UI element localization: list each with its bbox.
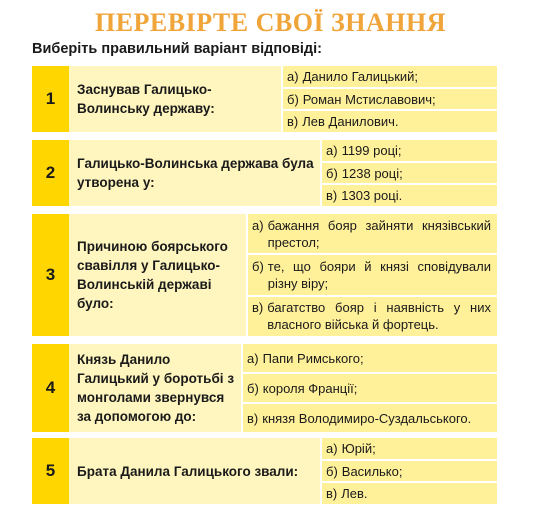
answer-text: багатство бояр і наявність у них власного війська й фортець. bbox=[267, 300, 491, 333]
answer-options bbox=[241, 344, 497, 432]
answer-letter: б) bbox=[287, 91, 299, 107]
answer-options bbox=[320, 140, 497, 206]
answer-text: те, що бояри й князі сповідували різну віру; bbox=[267, 258, 491, 291]
answer-letter: а) bbox=[247, 350, 259, 366]
answer-option-c[interactable] bbox=[322, 183, 497, 206]
answer-text: Василько; bbox=[341, 463, 403, 479]
answer-option-b[interactable] bbox=[248, 253, 497, 294]
answer-option-b[interactable] bbox=[322, 161, 497, 184]
answer-text: Лев Данилович. bbox=[302, 114, 399, 130]
answer-text: 1199 році; bbox=[341, 142, 402, 158]
answer-option-a[interactable] bbox=[283, 66, 497, 87]
answer-letter: в) bbox=[326, 188, 338, 204]
question-text: Князь Данило Галицький у боротьбі з монголами звернувся за допомогою до: bbox=[77, 352, 235, 424]
question-5 bbox=[32, 438, 497, 504]
answer-option-c[interactable] bbox=[243, 402, 497, 432]
answer-letter: б) bbox=[252, 258, 264, 274]
question-number: 1 bbox=[32, 66, 69, 132]
answer-letter: а) bbox=[326, 142, 338, 158]
answer-option-a[interactable] bbox=[322, 140, 497, 161]
answer-option-c[interactable] bbox=[283, 109, 497, 132]
question-text: Причиною боярського свавілля у Галицько-Волинській державі було: bbox=[77, 239, 228, 311]
answer-options bbox=[246, 214, 497, 336]
question-text: Галицько-Волинська держава була утворена у: bbox=[77, 156, 314, 190]
answer-letter: б) bbox=[247, 380, 259, 396]
answer-text: Данило Галицький; bbox=[302, 68, 419, 84]
question-number: 4 bbox=[32, 344, 69, 432]
answer-letter: в) bbox=[326, 486, 338, 502]
question-4 bbox=[32, 344, 497, 432]
answer-letter: а) bbox=[326, 440, 338, 456]
question-1 bbox=[32, 66, 497, 132]
instruction-text: Виберіть правильний варіант відповіді: bbox=[32, 41, 322, 57]
answer-letter: б) bbox=[326, 463, 338, 479]
question-text: Брата Данила Галицького звали: bbox=[77, 463, 299, 479]
answer-letter: в) bbox=[247, 410, 259, 426]
answer-option-b[interactable] bbox=[283, 87, 497, 110]
page-title: ПЕРЕВІРТЕ СВОЇ ЗНАННЯ bbox=[94, 8, 447, 37]
answer-text: короля Франції; bbox=[262, 380, 358, 396]
question-3 bbox=[32, 214, 497, 336]
answer-letter: в) bbox=[252, 300, 264, 316]
answer-option-a[interactable] bbox=[248, 214, 497, 253]
answer-options bbox=[320, 438, 497, 504]
question-number: 3 bbox=[32, 214, 69, 336]
answer-text: Лев. bbox=[341, 486, 368, 502]
answer-text: Юрій; bbox=[341, 440, 376, 456]
answer-letter: б) bbox=[326, 165, 338, 181]
answer-text: Роман Мстиславович; bbox=[302, 91, 436, 107]
answer-text: бажання бояр зайняти князівський престол; bbox=[267, 217, 491, 250]
answer-letter: а) bbox=[252, 217, 264, 233]
answer-option-b[interactable] bbox=[322, 459, 497, 482]
answer-option-c[interactable] bbox=[322, 481, 497, 504]
answer-letter: в) bbox=[287, 114, 299, 130]
answer-option-a[interactable] bbox=[322, 438, 497, 459]
answer-option-a[interactable] bbox=[243, 344, 497, 372]
question-number: 5 bbox=[32, 438, 69, 504]
answer-text: Папи Римського; bbox=[262, 350, 364, 366]
question-2 bbox=[32, 140, 497, 206]
answer-option-b[interactable] bbox=[243, 372, 497, 402]
question-number: 2 bbox=[32, 140, 69, 206]
question-text: Заснував Галицько-Волинську державу: bbox=[77, 82, 215, 116]
answer-option-c[interactable] bbox=[248, 295, 497, 336]
answer-text: 1303 році. bbox=[341, 188, 403, 204]
answer-letter: а) bbox=[287, 68, 299, 84]
answer-text: князя Володимиро-Суздальського. bbox=[262, 410, 472, 426]
answer-text: 1238 році; bbox=[341, 165, 403, 181]
answer-options bbox=[281, 66, 497, 132]
